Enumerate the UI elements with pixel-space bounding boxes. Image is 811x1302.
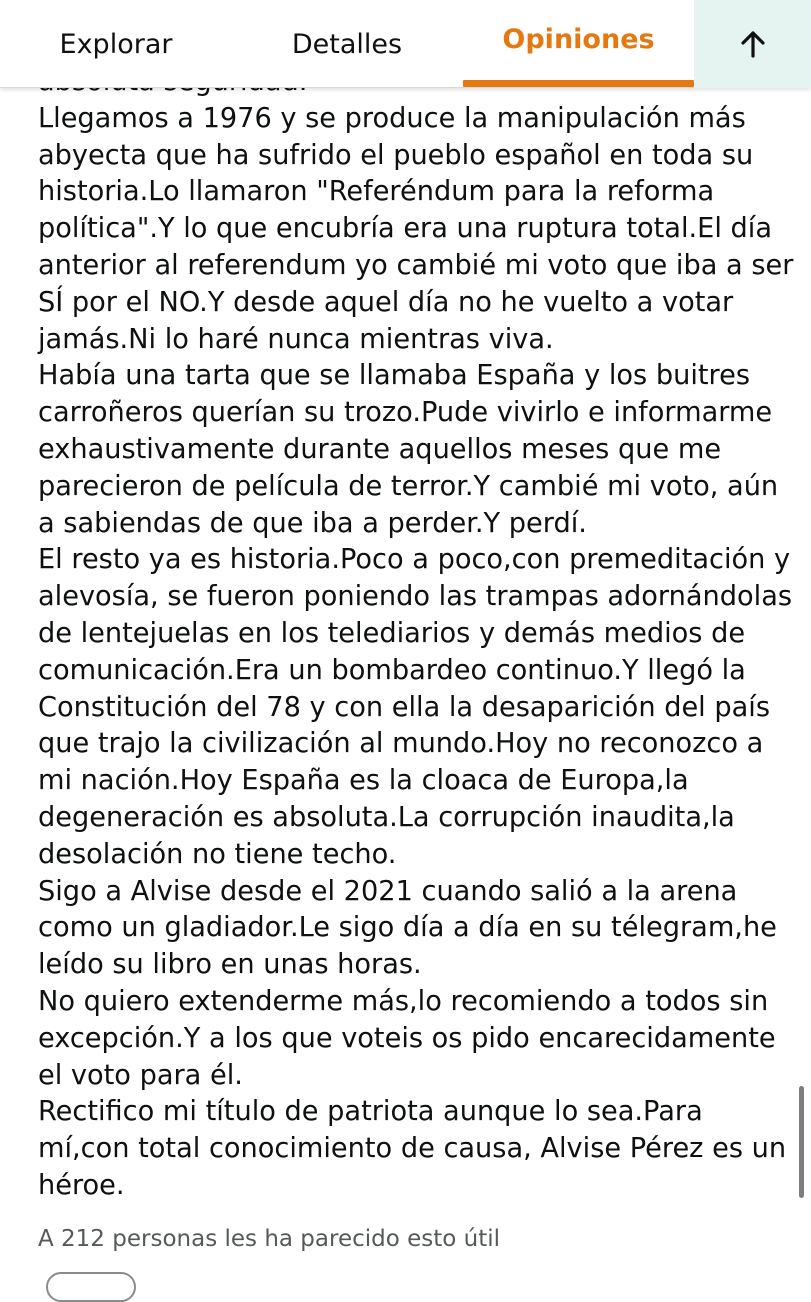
tab-opiniones[interactable]: Opiniones xyxy=(502,24,655,55)
helpful-button[interactable] xyxy=(46,1272,136,1302)
review-line: exhaustivamente durante aquellos meses que me xyxy=(38,433,722,465)
review-line: Sigo a Alvise desde el 2021 cuando salió a la arena xyxy=(38,875,738,907)
review-line: excepción.Y a los que voteis os pido encarecidamente xyxy=(38,1022,776,1054)
review-line: parecieron de película de terror.Y cambié mi voto, aún xyxy=(38,470,779,502)
review-line: El resto ya es historia.Poco a poco,con premeditación y xyxy=(38,544,791,576)
review-line: que trajo la civilización al mundo.Hoy no reconozco a xyxy=(38,728,764,760)
helpful-count: A 212 personas les ha parecido esto útil xyxy=(38,1226,501,1252)
review-line: carroñeros querían su trozo.Pude vivirlo e informarme xyxy=(38,397,773,429)
review-line: héroe. xyxy=(38,1169,125,1201)
review-line: política".Y lo que encubría era una ruptura total.El día xyxy=(38,213,772,245)
review-line: como un gladiador.Le sigo día a día en su télegram,he xyxy=(38,912,777,944)
review-line: degeneración es absoluta.La corrupción inaudita,la xyxy=(38,801,735,833)
review-line: historia.Lo llamaron "Referéndum para la reforma xyxy=(38,176,715,208)
review-line: leído su libro en unas horas. xyxy=(38,949,422,981)
review-line: No quiero extenderme más,lo recomiendo a todos sin xyxy=(38,985,769,1017)
review-line: Había una tarta que se llamaba España y los buitres xyxy=(38,360,750,392)
review-line: el voto para él. xyxy=(38,1059,243,1091)
review-line: Llegamos a 1976 y se produce la manipulación más xyxy=(38,102,746,134)
review-line: mi nación.Hoy España es la cloaca de Europa,la xyxy=(38,765,689,797)
active-tab-indicator xyxy=(463,80,694,87)
review-line: a sabiendas de que iba a perder.Y perdí. xyxy=(38,507,587,539)
review-line: jamás.Ni lo haré nunca mientras viva. xyxy=(38,323,554,355)
review-body xyxy=(38,64,794,1205)
review-line: abyecta que ha sufrido el pueblo español en toda su xyxy=(38,139,754,171)
review-line: SÍ por el NO.Y desde aquel día no he vuelto a votar xyxy=(38,286,734,318)
review-line: Rectifico mi título de patriota aunque lo sea.Para xyxy=(38,1096,703,1128)
scrollbar-thumb[interactable] xyxy=(799,1086,804,1198)
review-line: desolación no tiene techo. xyxy=(38,838,397,870)
scroll-to-top-button[interactable] xyxy=(694,0,811,88)
review-line: de lentejuelas en los telediarios y demás medios de xyxy=(38,617,746,649)
review-line: mí,con total conocimiento de causa, Alvise Pérez es un xyxy=(38,1133,787,1165)
review-line: Constitución del 78 y con ella la desaparición del país xyxy=(38,691,771,723)
review-line: alevosía, se fueron poniendo las trampas adornándolas xyxy=(38,581,793,613)
tab-bar xyxy=(0,0,811,88)
review-line: anterior al referendum yo cambié mi voto que iba a ser xyxy=(38,249,794,281)
review-line: comunicación.Era un bombardeo continuo.Y llegó la xyxy=(38,654,746,686)
tab-explorar[interactable]: Explorar xyxy=(59,28,173,60)
arrow-up-icon xyxy=(738,29,768,59)
tab-detalles[interactable]: Detalles xyxy=(291,28,403,60)
